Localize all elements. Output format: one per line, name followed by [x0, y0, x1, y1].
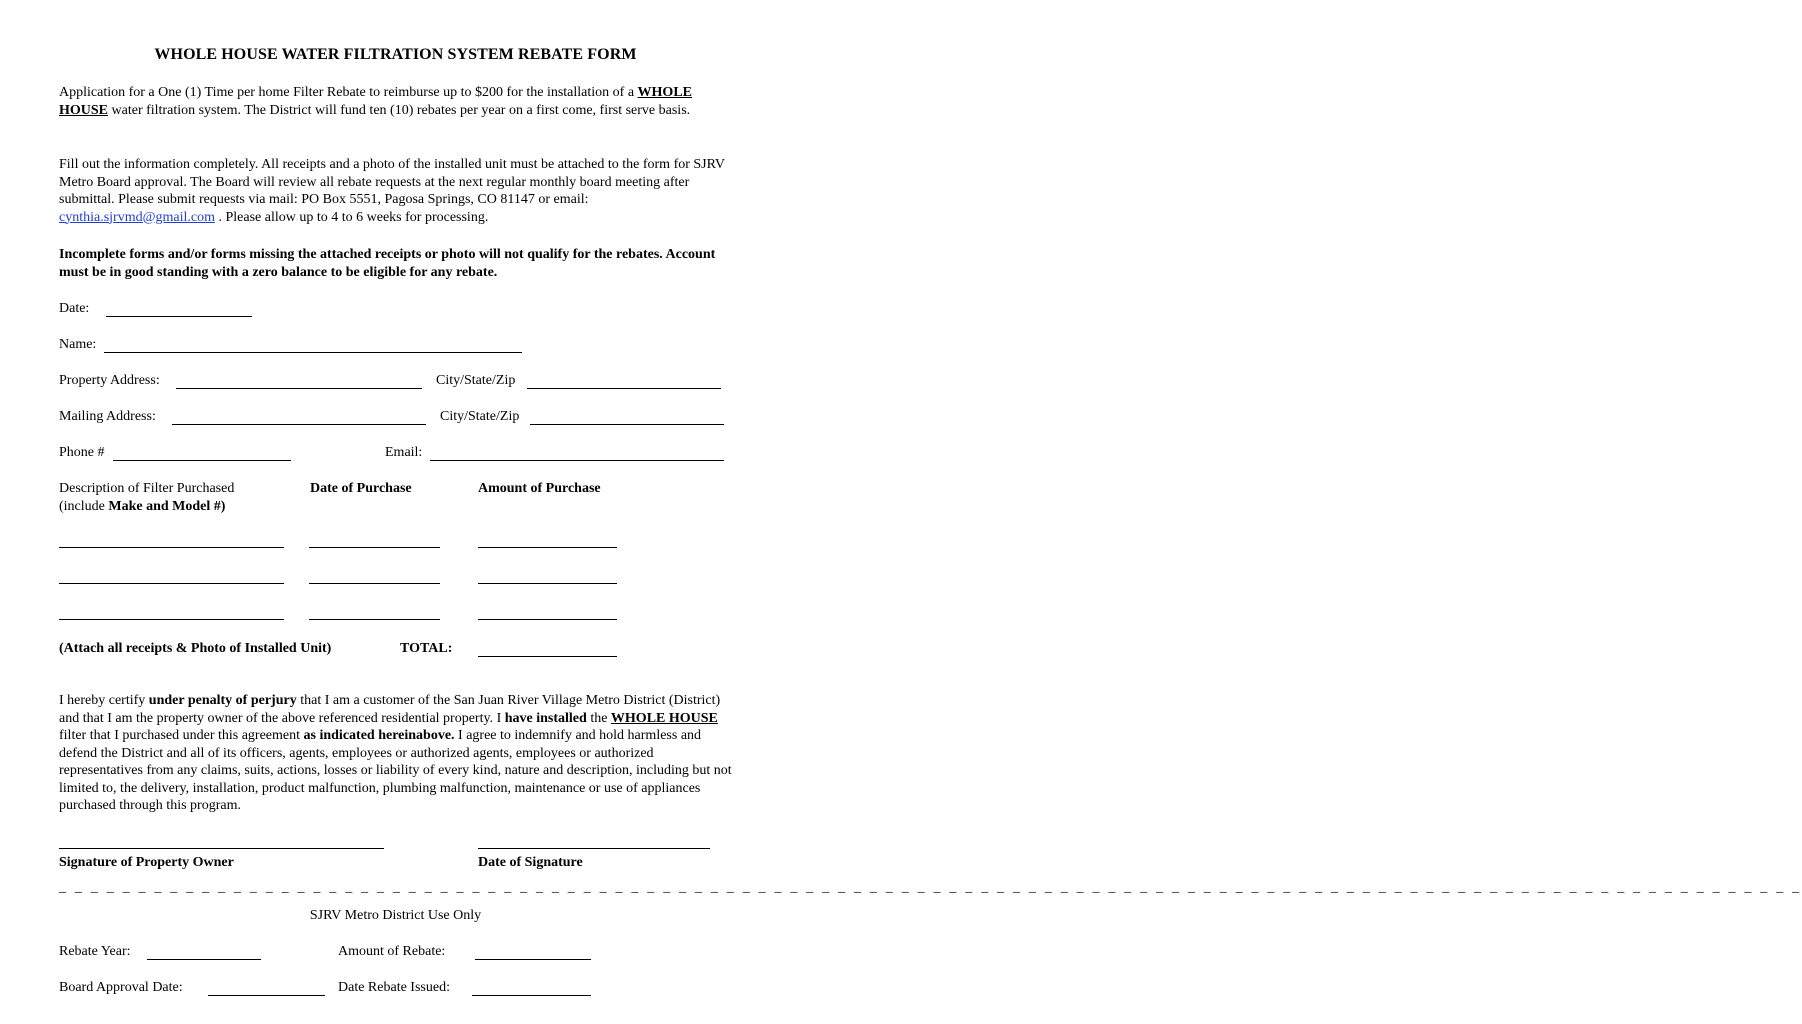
mailing-address-label: Mailing Address:	[59, 409, 156, 424]
amount-input-line-1[interactable]	[478, 547, 617, 548]
total-label: TOTAL:	[400, 641, 453, 656]
owner-signature-line[interactable]	[59, 848, 384, 849]
cert-text-1: I hereby certify	[59, 693, 149, 708]
board-approval-date-input-line[interactable]	[208, 995, 325, 996]
board-approval-date-label: Board Approval Date:	[59, 980, 183, 995]
date-rebate-issued-label: Date Rebate Issued:	[338, 980, 450, 995]
property-address-input-line[interactable]	[176, 388, 422, 389]
rebate-year-label: Rebate Year:	[59, 944, 131, 959]
rebate-year-input-line[interactable]	[147, 959, 261, 960]
cut-line-divider: _ _ _ _ _ _ _ _ _ _ _ _ _ _ _ _ _ _ _ _ _ _ _ _ _ _ _ _ _ _ _ _ _ _ _ _ _ _ _ _ _ _ _ _ _ _ _ _ _ _ _ _ _ _ _ _ _ _ _ _ _ _ _ _ _ _ _ _ _ _ _ _ _ _ _ _ _ _ _ _ _ _ _ _ _ _ _ _ _ _ _ _ _ _ _ _ _ _ _ _ _ _ _ _ _ _ _ _ _ _	[59, 880, 1802, 895]
col-description-make-model: Make and Model #)	[108, 499, 226, 514]
col-description-include: (include	[59, 499, 109, 514]
instructions-text-1: Fill out the information completely. All receipts and a photo of the installed unit must be attached to the form for SJRV Metro Board approval. The Board will review all rebate requests at the next regular monthly board meeting after submittal. Please submit requests via mail: PO Box 5551, Pagosa Springs, CO 81147 or email:	[59, 157, 725, 207]
cert-text-2: that I am a customer of the San Juan River Village Metro District (District) and that I am the property owner of the above referenced residential property. I	[59, 693, 721, 726]
date-of-purchase-input-line-3[interactable]	[309, 619, 440, 620]
date-label: Date:	[59, 301, 90, 316]
instructions-text-2: . Please allow up to 4 to 6 weeks for processing.	[214, 209, 489, 225]
cert-have-installed: have installed	[504, 710, 587, 726]
office-use-heading: SJRV Metro District Use Only	[309, 908, 482, 923]
amount-of-rebate-label: Amount of Rebate:	[338, 944, 446, 959]
instructions-paragraph	[59, 156, 739, 226]
col-description-header-line1: Description of Filter Purchased	[59, 481, 235, 496]
cert-whole-house: WHOLE HOUSE	[610, 710, 718, 726]
cert-text-4: filter that I purchased under this agreement	[59, 728, 304, 743]
property-address-label: Property Address:	[59, 373, 160, 388]
attach-receipts-note: (Attach all receipts & Photo of Installed Unit)	[59, 641, 332, 656]
amount-input-line-3[interactable]	[478, 619, 617, 620]
name-input-line[interactable]	[104, 352, 522, 353]
form-title: WHOLE HOUSE WATER FILTRATION SYSTEM REBATE FORM	[154, 46, 637, 63]
signature-date-label: Date of Signature	[478, 855, 583, 870]
description-input-line-1[interactable]	[59, 547, 284, 548]
cert-text-3: the	[586, 710, 611, 726]
date-rebate-issued-input-line[interactable]	[472, 995, 591, 996]
owner-signature-label: Signature of Property Owner	[59, 855, 234, 870]
total-input-line[interactable]	[478, 656, 617, 657]
cert-as-indicated: as indicated hereinabove.	[303, 728, 455, 743]
certification-paragraph	[59, 692, 739, 815]
date-row	[59, 300, 89, 317]
city-state-zip-label-1: City/State/Zip	[436, 373, 516, 388]
city-state-zip-label-2: City/State/Zip	[440, 409, 520, 424]
city-state-zip-input-line-1[interactable]	[527, 388, 721, 389]
intro-paragraph	[59, 84, 739, 119]
date-of-purchase-input-line-2[interactable]	[309, 583, 440, 584]
amount-input-line-2[interactable]	[478, 583, 617, 584]
description-input-line-3[interactable]	[59, 619, 284, 620]
date-of-purchase-input-line-1[interactable]	[309, 547, 440, 548]
email-label: Email:	[385, 445, 423, 460]
mailing-address-input-line[interactable]	[172, 424, 426, 425]
intro-text-2: water filtration system. The District will fund ten (10) rebates per year on a first come, first serve basis.	[108, 102, 691, 118]
intro-text-1: Application for a One (1) Time per home Filter Rebate to reimburse up to $200 for the installation of a	[59, 85, 638, 100]
phone-label: Phone #	[59, 445, 105, 460]
amount-of-rebate-input-line[interactable]	[475, 959, 591, 960]
warning-paragraph: Incomplete forms and/or forms missing the attached receipts or photo will not qualify for the rebates. Account must be in good standing with a zero balance to be eligible for any rebate.	[59, 247, 716, 280]
cert-penalty-perjury: under penalty of perjury	[148, 693, 297, 708]
name-label: Name:	[59, 337, 97, 352]
col-description-header-line2	[59, 498, 225, 515]
signature-date-line[interactable]	[478, 848, 710, 849]
cert-text-5: I agree to indemnify and hold harmless and defend the District and all of its officers, agents, employees or authorized agents, employees or authorized representatives from any claims, suits, actions, losses or liability of every kind, nature and description, including but not limited to, the delivery, installation, product malfunction, plumbing malfunction, maintenance or use of appliances purchased through this program.	[59, 728, 732, 813]
name-row	[59, 336, 96, 353]
col-date-header: Date of Purchase	[310, 481, 412, 496]
col-amount-header: Amount of Purchase	[478, 481, 601, 496]
city-state-zip-input-line-2[interactable]	[530, 424, 724, 425]
date-input-line[interactable]	[106, 316, 252, 317]
intro-emphasis: WHOLE HOUSE	[59, 85, 693, 118]
phone-input-line[interactable]	[113, 460, 291, 461]
email-input-line[interactable]	[430, 460, 724, 461]
contact-email-link[interactable]: cynthia.sjrvmd@gmail.com	[59, 209, 215, 225]
description-input-line-2[interactable]	[59, 583, 284, 584]
